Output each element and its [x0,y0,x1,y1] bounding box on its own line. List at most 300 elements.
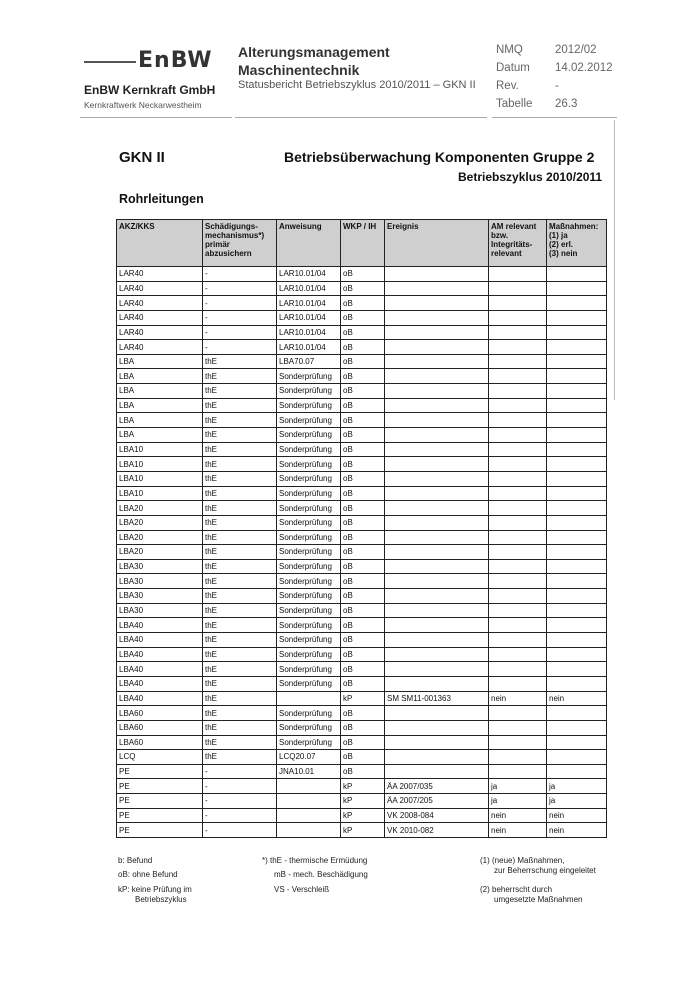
table-cell [547,706,607,721]
table-cell: thE [203,618,277,633]
table-cell [547,384,607,399]
table-cell: LBA [117,428,203,443]
table-cell: thE [203,750,277,765]
table-row [117,545,607,560]
table-cell [385,735,489,750]
table-cell: - [203,823,277,838]
table-cell [277,779,341,794]
table-cell: oB [341,720,385,735]
table-cell: thE [203,603,277,618]
table-cell: - [203,764,277,779]
table-cell [547,413,607,428]
meta-key-date: Datum [496,62,530,74]
table-cell [385,267,489,282]
table-cell [385,647,489,662]
table-cell: oB [341,647,385,662]
table-cell: kP [341,823,385,838]
table-cell [547,618,607,633]
table-cell: LAR40 [117,267,203,282]
table-row [117,823,607,838]
table-cell: oB [341,559,385,574]
table-cell: LBA70.07 [277,354,341,369]
table-cell [385,486,489,501]
table-cell: - [203,794,277,809]
table-cell [489,735,547,750]
table-cell [385,618,489,633]
table-cell: thE [203,545,277,560]
table-cell [489,662,547,677]
footnote-neue-massnahmen: (1) (neue) Maßnahmen, [480,856,565,865]
table-cell [489,764,547,779]
table-cell [385,281,489,296]
table-cell: Sonderprüfung [277,515,341,530]
table-cell [489,720,547,735]
table-cell [385,471,489,486]
column-header: AM relevant bzw. Integritäts- relevant [489,220,547,267]
table-cell: thE [203,706,277,721]
table-cell: thE [203,384,277,399]
table-cell: oB [341,633,385,648]
meta-key-rev: Rev. [496,80,519,92]
table-cell: LAR10.01/04 [277,340,341,355]
table-cell: Sonderprüfung [277,589,341,604]
table-cell: - [203,779,277,794]
table-cell: LBA [117,354,203,369]
table-cell: Sonderprüfung [277,618,341,633]
table-cell: thE [203,662,277,677]
table-row [117,530,607,545]
table-cell [547,530,607,545]
table-cell [489,267,547,282]
table-cell [489,384,547,399]
column-header: Ereignis [385,220,489,267]
table-cell: thE [203,354,277,369]
table-cell [547,735,607,750]
table-cell: Sonderprüfung [277,398,341,413]
table-cell [489,442,547,457]
table-row [117,808,607,823]
table-cell [489,676,547,691]
document-title-line1: Alterungsmanagement [238,44,390,60]
table-cell [277,823,341,838]
table-cell: oB [341,735,385,750]
table-cell: thE [203,428,277,443]
table-row [117,735,607,750]
table-row [117,633,607,648]
table-cell [547,750,607,765]
table-cell [385,559,489,574]
table-cell: thE [203,457,277,472]
meta-key-nmq: NMQ [496,44,523,56]
table-row [117,501,607,516]
table-cell: ÄA 2007/035 [385,779,489,794]
table-row [117,398,607,413]
table-cell [489,501,547,516]
table-cell [385,633,489,648]
table-cell [385,442,489,457]
table-cell [547,662,607,677]
table-cell: Sonderprüfung [277,457,341,472]
table-cell: Sonderprüfung [277,428,341,443]
table-cell: Sonderprüfung [277,647,341,662]
table-cell: LBA40 [117,618,203,633]
table-cell: oB [341,545,385,560]
table-row [117,457,607,472]
table-cell [547,457,607,472]
table-cell [385,296,489,311]
table-cell: thE [203,501,277,516]
table-cell: LBA10 [117,442,203,457]
footnote-befund: b: Befund [118,856,153,865]
footnote-mech-beschaedigung: mB - mech. Beschädigung [274,870,368,879]
table-cell: kP [341,808,385,823]
table-cell [489,281,547,296]
table-cell: oB [341,574,385,589]
table-cell: JNA10.01 [277,764,341,779]
table-cell [277,794,341,809]
table-cell: LAR10.01/04 [277,296,341,311]
table-cell: thE [203,720,277,735]
table-cell: thE [203,369,277,384]
table-cell: oB [341,384,385,399]
table-cell [547,471,607,486]
table-cell: LBA40 [117,691,203,706]
document-title-line2: Maschinentechnik [238,62,360,78]
table-cell [489,515,547,530]
table-cell: SM SM11-001363 [385,691,489,706]
table-cell: ja [489,779,547,794]
table-cell [277,691,341,706]
footnote-neue-massnahmen-2: zur Beherrschung eingeleitet [494,866,596,875]
table-cell [277,808,341,823]
table-cell [547,267,607,282]
table-cell [547,398,607,413]
table-row [117,369,607,384]
table-cell [489,647,547,662]
table-cell: thE [203,530,277,545]
table-cell: nein [489,808,547,823]
table-cell [385,428,489,443]
table-cell [547,764,607,779]
table-cell: Sonderprüfung [277,603,341,618]
table-cell [489,413,547,428]
table-row [117,618,607,633]
table-cell: - [203,310,277,325]
table-cell: PE [117,808,203,823]
table-cell [489,340,547,355]
table-cell: LBA10 [117,457,203,472]
header-divider [235,117,487,118]
table-cell [489,618,547,633]
table-cell [547,310,607,325]
table-cell: LBA40 [117,633,203,648]
table-cell [489,428,547,443]
meta-value-table: 26.3 [555,98,578,110]
table-cell [489,603,547,618]
table-cell: Sonderprüfung [277,413,341,428]
table-cell [385,589,489,604]
table-cell: oB [341,676,385,691]
table-cell: oB [341,340,385,355]
table-cell: kP [341,794,385,809]
table-row [117,676,607,691]
table-cell: oB [341,589,385,604]
table-cell: LBA60 [117,706,203,721]
table-row [117,486,607,501]
table-cell: Sonderprüfung [277,501,341,516]
table-cell [489,369,547,384]
table-cell [385,369,489,384]
section-title: Betriebsüberwachung Komponenten Gruppe 2 [284,149,595,165]
table-cell: ja [547,794,607,809]
table-cell: thE [203,515,277,530]
table-cell [385,530,489,545]
table-cell: LAR10.01/04 [277,325,341,340]
table-cell: oB [341,325,385,340]
table-cell [489,574,547,589]
table-cell: oB [341,501,385,516]
table-cell: LBA20 [117,545,203,560]
table-cell: thE [203,413,277,428]
table-cell [489,545,547,560]
table-cell: thE [203,633,277,648]
header-divider [80,117,232,118]
table-cell: LAR40 [117,325,203,340]
table-cell: ja [489,794,547,809]
table-cell [385,413,489,428]
table-cell: nein [547,691,607,706]
subheading: Rohrleitungen [119,192,204,206]
table-cell [489,486,547,501]
table-cell: LAR10.01/04 [277,267,341,282]
table-cell [385,398,489,413]
table-cell: Sonderprüfung [277,530,341,545]
table-cell: LBA40 [117,676,203,691]
table-cell: thE [203,676,277,691]
table-row [117,647,607,662]
table-row [117,779,607,794]
table-cell: Sonderprüfung [277,633,341,648]
table-row [117,574,607,589]
table-cell [385,603,489,618]
table-cell [385,384,489,399]
table-cell: oB [341,281,385,296]
table-cell [385,515,489,530]
column-header: WKP / IH [341,220,385,267]
table-cell: LBA10 [117,471,203,486]
column-header: Schädigungs- mechanismus*) primär abzusichern [203,220,277,267]
table-body [117,267,607,838]
table-row [117,691,607,706]
table-cell: ja [547,779,607,794]
table-row [117,764,607,779]
table-cell: LAR40 [117,310,203,325]
table-cell: LBA [117,369,203,384]
table-cell: nein [489,823,547,838]
table-cell: LAR40 [117,340,203,355]
table-cell [547,676,607,691]
table-cell [547,428,607,443]
table-cell: LCQ20.07 [277,750,341,765]
table-cell: nein [489,691,547,706]
table-cell: LBA40 [117,647,203,662]
table-cell [385,574,489,589]
table-cell: - [203,281,277,296]
table-cell [385,662,489,677]
table-cell: ÄA 2007/205 [385,794,489,809]
footnote-ohne-befund: oB: ohne Befund [118,870,178,879]
table-cell [385,720,489,735]
table-cell: oB [341,706,385,721]
table-cell [547,369,607,384]
unit-title: GKN II [119,149,165,166]
meta-value-nmq: 2012/02 [555,44,597,56]
table-cell: PE [117,764,203,779]
table-cell: oB [341,471,385,486]
table-header-row [117,220,607,267]
table-cell [385,325,489,340]
table-row [117,413,607,428]
logo-line [84,61,136,63]
meta-key-table: Tabelle [496,98,533,110]
table-cell: thE [203,691,277,706]
table-row [117,515,607,530]
table-cell [489,559,547,574]
table-cell: oB [341,618,385,633]
table-cell [489,530,547,545]
table-row [117,706,607,721]
table-row [117,559,607,574]
table-cell [547,340,607,355]
table-cell: oB [341,764,385,779]
table-cell: thE [203,647,277,662]
table-cell: VK 2008-084 [385,808,489,823]
table-cell: Sonderprüfung [277,662,341,677]
table-cell: thE [203,589,277,604]
table-cell: LAR10.01/04 [277,310,341,325]
table-cell [385,310,489,325]
column-header: AKZ/KKS [117,220,203,267]
table-row [117,794,607,809]
table-cell: LBA [117,413,203,428]
table-cell: LBA [117,384,203,399]
table-cell: thE [203,574,277,589]
header-divider [492,117,617,118]
table-cell [489,325,547,340]
table-cell: - [203,325,277,340]
table-row [117,325,607,340]
column-header: Anweisung [277,220,341,267]
table-cell: Sonderprüfung [277,442,341,457]
table-cell [547,515,607,530]
table-cell: LAR10.01/04 [277,281,341,296]
meta-value-rev: - [555,80,559,92]
table-cell [547,486,607,501]
table-row [117,310,607,325]
table-cell [489,471,547,486]
table-cell: Sonderprüfung [277,559,341,574]
table-cell [489,354,547,369]
table-cell: LCQ [117,750,203,765]
table-cell: oB [341,354,385,369]
table-cell [489,589,547,604]
table-cell [547,545,607,560]
table-cell: thE [203,559,277,574]
table-row [117,720,607,735]
table-cell [489,398,547,413]
table-cell: LBA30 [117,559,203,574]
meta-value-date: 14.02.2012 [555,62,613,74]
table-cell: thE [203,486,277,501]
table-row [117,340,607,355]
table-cell: oB [341,296,385,311]
table-cell: oB [341,515,385,530]
table-cell [489,457,547,472]
table-cell: Sonderprüfung [277,720,341,735]
table-cell [547,325,607,340]
table-cell: LBA30 [117,589,203,604]
table-cell: Sonderprüfung [277,486,341,501]
table-cell: LBA20 [117,530,203,545]
table-cell: LBA30 [117,574,203,589]
table-cell: Sonderprüfung [277,471,341,486]
table-cell: Sonderprüfung [277,735,341,750]
components-table [116,219,607,838]
table-cell: oB [341,750,385,765]
table-row [117,662,607,677]
table-cell: LAR40 [117,281,203,296]
table-cell [547,574,607,589]
table-cell: - [203,340,277,355]
footnote-verschleiss: VS - Verschleiß [274,885,330,894]
company-logo: EnBW [138,48,213,73]
table-cell: LBA60 [117,735,203,750]
footnote-keine-pruefung: kP: keine Prüfung im [118,885,192,894]
table-cell: PE [117,794,203,809]
footnote-beherrscht: (2) beherrscht durch [480,885,553,894]
table-row [117,428,607,443]
table-cell: LBA40 [117,662,203,677]
table-cell: Sonderprüfung [277,384,341,399]
table-cell [547,442,607,457]
table-cell: thE [203,471,277,486]
table-row [117,384,607,399]
table-cell: nein [547,823,607,838]
table-cell: oB [341,530,385,545]
cycle-title: Betriebszyklus 2010/2011 [458,170,603,184]
table-cell: Sonderprüfung [277,545,341,560]
table-cell: LBA10 [117,486,203,501]
table-cell: - [203,296,277,311]
table-cell [547,559,607,574]
table-cell [547,633,607,648]
table-cell [547,720,607,735]
table-row [117,471,607,486]
table-cell: PE [117,779,203,794]
table-row [117,589,607,604]
table-cell [547,589,607,604]
table-cell [547,354,607,369]
table-cell [489,310,547,325]
table-cell: thE [203,398,277,413]
table-cell: LBA30 [117,603,203,618]
table-row [117,281,607,296]
table-cell: oB [341,486,385,501]
table-row [117,354,607,369]
table-cell: LBA20 [117,501,203,516]
table-cell [547,603,607,618]
table-cell [489,633,547,648]
